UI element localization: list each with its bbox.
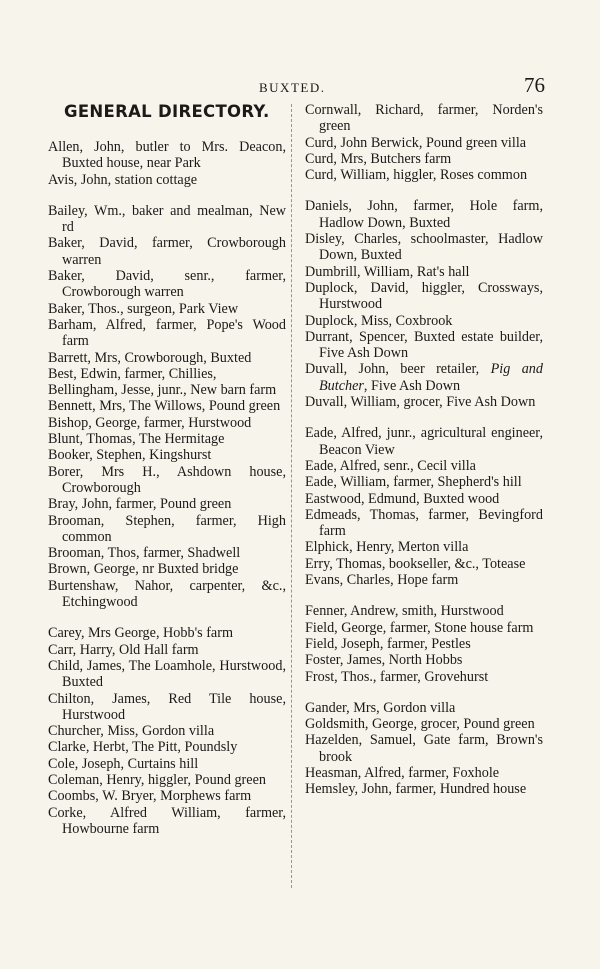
directory-entry bbox=[305, 135, 543, 151]
directory-entry: Child, James, The Loamhole, Hurstwood, Buxted bbox=[48, 657, 286, 691]
entry-text: Duplock, Miss, Coxbrook bbox=[305, 312, 453, 329]
entry-text: Durrant, Spencer, Buxted estate builder, Five Ash Down bbox=[305, 328, 543, 362]
letter-group-gap bbox=[305, 588, 543, 603]
directory-entry: Churcher, Miss, Gordon villa bbox=[48, 723, 215, 740]
directory-entry: Borer, Mrs H., Ashdown house, Crowborough bbox=[48, 463, 286, 496]
directory-entry bbox=[305, 556, 543, 572]
left-column bbox=[48, 102, 286, 837]
directory-entry bbox=[305, 652, 543, 668]
directory-entry: Carr, Harry, Old Hall farm bbox=[48, 641, 199, 658]
directory-entry bbox=[305, 474, 543, 490]
entry-text: Eade, William, farmer, Shepherd's hill bbox=[305, 474, 522, 491]
directory-entry: Barrett, Mrs, Crowborough, Buxted bbox=[48, 349, 252, 366]
entry-text: Hazelden, Samuel, Gate farm, Brown's brook bbox=[305, 732, 543, 765]
directory-entry bbox=[305, 507, 543, 540]
letter-group-gap bbox=[305, 410, 543, 425]
directory-entry bbox=[305, 231, 543, 264]
town-header: BUXTED. bbox=[259, 80, 326, 95]
entry-text: Erry, Thomas, bookseller, &c., Totease bbox=[305, 555, 526, 572]
directory-entry: Bennett, Mrs, The Willows, Pound green bbox=[48, 398, 281, 415]
directory-entry: Chilton, James, Red Tile house, Hurstwood bbox=[48, 690, 286, 723]
directory-entry bbox=[305, 329, 543, 362]
entry-text: Duvall, William, grocer, Five Ash Down bbox=[305, 394, 536, 411]
entry-business-name: Pig and Butcher bbox=[319, 361, 543, 394]
directory-entry: Bishop, George, farmer, Hurstwood bbox=[48, 414, 252, 431]
entry-text: Cornwall, Richard, farmer, Norden's green bbox=[305, 102, 543, 135]
entry-text: Goldsmith, George, grocer, Pound green bbox=[305, 716, 535, 733]
directory-entry bbox=[305, 620, 543, 636]
directory-entry: Bray, John, farmer, Pound green bbox=[48, 496, 232, 513]
directory-entry: Coombs, W. Bryer, Morphews farm bbox=[48, 788, 252, 805]
section-heading: GENERAL DIRECTORY. bbox=[64, 102, 270, 121]
directory-entry bbox=[305, 313, 543, 329]
directory-entry: Corke, Alfred William, farmer, Howbourne farm bbox=[48, 804, 286, 837]
directory-entry bbox=[305, 716, 543, 732]
entry-text: Edmeads, Thomas, farmer, Bevingford farm bbox=[305, 506, 543, 540]
directory-entry bbox=[305, 361, 543, 394]
directory-entry bbox=[305, 700, 543, 716]
entry-text: Field, George, farmer, Stone house farm bbox=[305, 619, 534, 636]
directory-entry: Brown, George, nr Buxted bridge bbox=[48, 561, 239, 578]
directory-entry: Brooman, Thos, farmer, Shadwell bbox=[48, 545, 241, 562]
directory-entry bbox=[305, 732, 543, 765]
directory-entry: Bailey, Wm., baker and mealman, New rd bbox=[48, 202, 286, 236]
letter-group-gap bbox=[48, 610, 286, 625]
entry-text: Elphick, Henry, Merton villa bbox=[305, 539, 469, 556]
directory-entry: Cole, Joseph, Curtains hill bbox=[48, 755, 199, 772]
directory-entry: Coleman, Henry, higgler, Pound green bbox=[48, 771, 266, 788]
directory-entry bbox=[305, 539, 543, 555]
entry-text-continued: , Five Ash Down bbox=[363, 377, 461, 394]
entry-text: Daniels, John, farmer, Hole farm, Hadlow Down, Buxted bbox=[305, 198, 543, 231]
directory-entry: Allen, John, butler to Mrs. Deacon, Buxted house, near Park bbox=[48, 139, 286, 172]
directory-entry: Baker, Thos., surgeon, Park View bbox=[48, 300, 239, 317]
directory-entry: Brooman, Stephen, farmer, High common bbox=[48, 512, 286, 545]
entry-text: Eastwood, Edmund, Buxted wood bbox=[305, 490, 500, 507]
directory-entry bbox=[305, 603, 543, 619]
directory-entry bbox=[305, 491, 543, 507]
directory-entry: Blunt, Thomas, The Hermitage bbox=[48, 431, 225, 448]
entry-text: Foster, James, North Hobbs bbox=[305, 652, 463, 669]
entry-text: Eade, Alfred, senr., Cecil villa bbox=[305, 457, 476, 474]
directory-entry: Bellingham, Jesse, junr., New barn farm bbox=[48, 382, 277, 399]
directory-entry bbox=[305, 669, 543, 685]
directory-entry: Baker, David, senr., farmer, Crowborough warren bbox=[48, 268, 286, 301]
entry-text: Eade, Alfred, junr., agricultural engineer, Beacon View bbox=[305, 425, 543, 458]
directory-entry bbox=[305, 167, 543, 183]
entry-text: Heasman, Alfred, farmer, Foxhole bbox=[305, 764, 500, 781]
entry-text: Dumbrill, William, Rat's hall bbox=[305, 263, 470, 280]
entry-text: Fenner, Andrew, smith, Hurstwood bbox=[305, 603, 504, 620]
directory-entry: Best, Edwin, farmer, Chillies, bbox=[48, 365, 217, 382]
directory-entry bbox=[305, 102, 543, 135]
directory-entry: Barham, Alfred, farmer, Pope's Wood farm bbox=[48, 316, 286, 350]
directory-entry bbox=[305, 151, 543, 167]
directory-entry bbox=[305, 264, 543, 280]
letter-group-gap bbox=[48, 188, 286, 203]
directory-entry bbox=[305, 425, 543, 458]
running-head bbox=[0, 73, 600, 98]
directory-entry: Burtenshaw, Nahor, carpenter, &c., Etchingwood bbox=[48, 577, 286, 611]
directory-entry bbox=[305, 458, 543, 474]
entry-text: Curd, John Berwick, Pound green villa bbox=[305, 134, 527, 151]
directory-entry bbox=[305, 280, 543, 313]
letter-group-gap bbox=[305, 183, 543, 198]
page-number: 76 bbox=[524, 73, 545, 97]
entry-text: Evans, Charles, Hope farm bbox=[305, 572, 459, 589]
entry-text: Hemsley, John, farmer, Hundred house bbox=[305, 781, 527, 798]
entry-text: Gander, Mrs, Gordon villa bbox=[305, 699, 456, 716]
directory-entry: Avis, John, station cottage bbox=[48, 171, 198, 188]
entry-text: Curd, William, higgler, Roses common bbox=[305, 167, 528, 184]
entry-text: Disley, Charles, schoolmaster, Hadlow Down, Buxted bbox=[305, 231, 543, 264]
entry-text: Duvall, John, beer retailer, bbox=[305, 361, 491, 378]
directory-entry bbox=[305, 636, 543, 652]
right-column bbox=[305, 102, 543, 798]
directory-entry bbox=[305, 394, 543, 410]
directory-entry: Booker, Stephen, Kingshurst bbox=[48, 447, 212, 464]
directory-entry bbox=[305, 765, 543, 781]
column-divider bbox=[291, 104, 292, 888]
letter-group-gap bbox=[305, 685, 543, 700]
directory-entry: Carey, Mrs George, Hobb's farm bbox=[48, 625, 233, 642]
directory-entry: Clarke, Herbt, The Pitt, Poundsly bbox=[48, 739, 238, 756]
entry-text: Curd, Mrs, Butchers farm bbox=[305, 150, 452, 167]
entry-text: Frost, Thos., farmer, Grovehurst bbox=[305, 668, 489, 685]
directory-entry bbox=[305, 781, 543, 797]
directory-entry bbox=[305, 572, 543, 588]
entry-text: Field, Joseph, farmer, Pestles bbox=[305, 635, 471, 652]
directory-entry bbox=[305, 198, 543, 231]
directory-entry: Baker, David, farmer, Crowborough warren bbox=[48, 235, 286, 268]
entry-text: Duplock, David, higgler, Crossways, Hurstwood bbox=[305, 279, 543, 313]
